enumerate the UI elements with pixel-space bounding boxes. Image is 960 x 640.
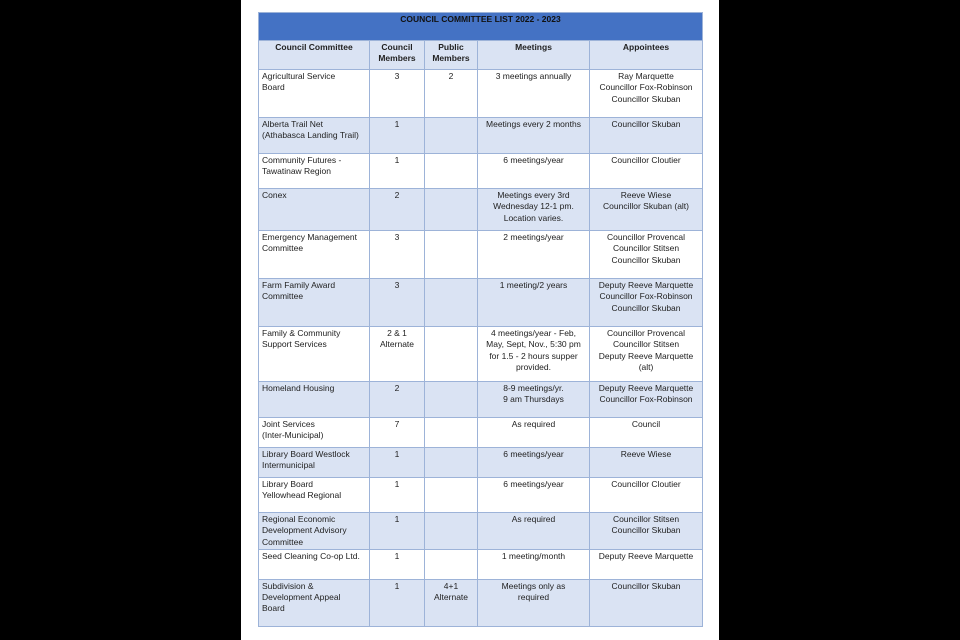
cell-line: 8-9 meetings/yr.	[503, 383, 564, 393]
council-members-cell	[370, 513, 425, 550]
cell-line: Conex	[262, 190, 287, 200]
meetings-cell	[478, 579, 590, 626]
meetings-cell	[478, 513, 590, 550]
committee-name-cell	[259, 448, 370, 478]
cell-line: As required	[511, 514, 556, 524]
public-members-cell	[425, 70, 478, 118]
cell-line: Meetings every 3rd	[497, 190, 570, 200]
committee-name-cell	[259, 327, 370, 382]
cell-line: Councillor Fox-Robinson	[599, 394, 693, 405]
cell-line: Councillor Skuban	[611, 525, 681, 536]
public-members-cell	[425, 418, 478, 448]
cell-line: Councillor Skuban (alt)	[603, 201, 689, 212]
table-row	[259, 478, 703, 513]
table-row	[259, 327, 703, 382]
public-members-cell	[425, 327, 478, 382]
cell-line: Reeve Wiese	[620, 449, 672, 459]
cell-line: Alberta Trail Net	[262, 119, 323, 129]
meetings-cell	[478, 382, 590, 418]
document-page	[241, 0, 719, 640]
cell-line: Committee	[262, 536, 304, 547]
council-members-cell	[370, 189, 425, 231]
cell-line: Joint Services	[262, 419, 315, 429]
cell-line: Councillor Skuban	[611, 580, 681, 591]
cell-line: Family & Community	[262, 328, 341, 338]
meetings-cell	[478, 118, 590, 154]
cell-line: 9 am Thursdays	[503, 394, 564, 405]
cell-line: Councillor Skuban	[611, 302, 681, 313]
public-members-cell	[425, 579, 478, 626]
cell-line: Intermunicipal	[262, 460, 315, 471]
cell-line: Board	[262, 603, 285, 614]
cell-line: 1 meeting/2 years	[499, 280, 568, 290]
cell-line: Subdivision &	[262, 580, 314, 591]
meetings-cell	[478, 279, 590, 327]
cell-line: Location varies.	[503, 212, 564, 223]
meetings-cell	[478, 327, 590, 382]
header-meetings: Meetings	[478, 41, 590, 70]
table-title: COUNCIL COMMITTEE LIST 2022 - 2023	[259, 13, 703, 41]
cell-line: Meetings only as	[501, 580, 566, 591]
cell-line: Library Board	[262, 479, 314, 489]
public-members-cell	[425, 154, 478, 189]
appointees-cell	[590, 154, 703, 189]
cell-line: Seed Cleaning Co-op Ltd.	[262, 550, 360, 561]
public-members-cell	[425, 448, 478, 478]
cell-line: 2 & 1	[387, 328, 407, 338]
cell-line: 1 meeting/month	[501, 550, 566, 561]
cell-line: Deputy Reeve Marquette	[598, 550, 694, 561]
council-members-cell	[370, 70, 425, 118]
cell-line: 3 meetings annually	[495, 71, 572, 81]
cell-line: Agricultural Service	[262, 71, 336, 81]
appointees-cell	[590, 189, 703, 231]
cell-line: 1	[394, 550, 400, 561]
council-members-cell	[370, 154, 425, 189]
table-header-row	[259, 41, 703, 70]
cell-line: Councillor Provencal	[607, 232, 685, 242]
public-members-cell	[425, 189, 478, 231]
cell-line: Councillor Cloutier	[611, 479, 681, 489]
appointees-cell	[590, 418, 703, 448]
council-members-cell	[370, 279, 425, 327]
committee-name-cell	[259, 70, 370, 118]
cell-line: required	[517, 592, 550, 603]
meetings-cell	[478, 418, 590, 448]
cell-line: Committee	[262, 243, 304, 254]
cell-line: 3	[394, 280, 400, 290]
cell-line: (Inter-Municipal)	[262, 430, 324, 441]
table-row	[259, 549, 703, 579]
cell-line: Councillor Stitsen	[612, 514, 680, 524]
public-members-cell	[425, 279, 478, 327]
cell-line: Councillor Stitsen	[612, 339, 680, 350]
public-members-cell	[425, 549, 478, 579]
cell-line: 1	[394, 449, 400, 459]
council-members-cell	[370, 382, 425, 418]
cell-line: Councillor Skuban	[611, 93, 681, 104]
committee-table	[258, 12, 703, 627]
appointees-cell	[590, 231, 703, 279]
table-row	[259, 154, 703, 189]
meetings-cell	[478, 549, 590, 579]
cell-line: 1	[394, 514, 400, 524]
council-members-cell	[370, 448, 425, 478]
council-members-cell	[370, 118, 425, 154]
appointees-cell	[590, 70, 703, 118]
cell-line: 2 meetings/year	[503, 232, 564, 242]
committee-name-cell	[259, 279, 370, 327]
committee-name-cell	[259, 418, 370, 448]
table-row	[259, 118, 703, 154]
cell-line: Farm Family Award	[262, 280, 336, 290]
cell-line: 3	[394, 232, 400, 242]
cell-line: Wednesday 12-1 pm.	[493, 201, 574, 212]
committee-name-cell	[259, 513, 370, 550]
cell-line: 3	[394, 71, 400, 81]
cell-line: 6 meetings/year	[503, 155, 564, 165]
cell-line: Homeland Housing	[262, 383, 335, 393]
committee-name-cell	[259, 231, 370, 279]
council-members-cell	[370, 418, 425, 448]
appointees-cell	[590, 513, 703, 550]
appointees-cell	[590, 327, 703, 382]
appointees-cell	[590, 279, 703, 327]
appointees-cell	[590, 448, 703, 478]
header-council-members: Council Members	[370, 41, 425, 70]
cell-line: Emergency Management	[262, 232, 357, 242]
table-row	[259, 70, 703, 118]
cell-line: Development Appeal	[262, 592, 341, 603]
cell-line: 6 meetings/year	[503, 479, 564, 489]
cell-line: May, Sept, Nov., 5:30 pm	[486, 339, 581, 350]
cell-line: Council	[631, 419, 661, 429]
table-row	[259, 189, 703, 231]
cell-line: Reeve Wiese	[620, 190, 672, 200]
cell-line: (alt)	[638, 361, 654, 372]
header-committee: Council Committee	[259, 41, 370, 70]
public-members-cell	[425, 478, 478, 513]
cell-line: Deputy Reeve Marquette	[598, 280, 694, 290]
cell-line: Councillor Fox-Robinson	[599, 82, 693, 93]
cell-line: Ray Marquette	[618, 71, 674, 81]
table-body	[259, 70, 703, 627]
public-members-cell	[425, 513, 478, 550]
cell-line: Board	[262, 82, 285, 93]
appointees-cell	[590, 579, 703, 626]
table-row	[259, 231, 703, 279]
cell-line: Alternate	[379, 339, 415, 350]
cell-line: Councillor Provencal	[607, 328, 685, 338]
cell-line: 1	[394, 580, 400, 591]
cell-line: 1	[394, 119, 400, 129]
cell-line: 4 meetings/year - Feb,	[490, 328, 577, 338]
table-row	[259, 279, 703, 327]
cell-line: Support Services	[262, 339, 327, 350]
cell-line: Councillor Fox-Robinson	[599, 291, 693, 302]
cell-line: 2	[448, 71, 454, 81]
table-row	[259, 513, 703, 550]
appointees-cell	[590, 549, 703, 579]
table-row	[259, 579, 703, 626]
cell-line: 4+1	[443, 580, 459, 591]
header-appointees: Appointees	[590, 41, 703, 70]
committee-name-cell	[259, 382, 370, 418]
committee-name-cell	[259, 118, 370, 154]
cell-line: As required	[511, 419, 556, 429]
table-title-row	[259, 13, 703, 41]
appointees-cell	[590, 118, 703, 154]
appointees-cell	[590, 478, 703, 513]
meetings-cell	[478, 189, 590, 231]
public-members-cell	[425, 382, 478, 418]
header-public-members: Public Members	[425, 41, 478, 70]
table-row	[259, 448, 703, 478]
cell-line: Councillor Cloutier	[611, 155, 681, 165]
cell-line: 7	[394, 419, 400, 429]
table-row	[259, 382, 703, 418]
cell-line: Councillor Skuban	[611, 119, 681, 129]
meetings-cell	[478, 448, 590, 478]
public-members-cell	[425, 231, 478, 279]
meetings-cell	[478, 478, 590, 513]
appointees-cell	[590, 382, 703, 418]
council-members-cell	[370, 579, 425, 626]
meetings-cell	[478, 154, 590, 189]
committee-name-cell	[259, 189, 370, 231]
cell-line: Meetings every 2 months	[486, 119, 581, 129]
cell-line: Regional Economic	[262, 514, 336, 524]
cell-line: Development Advisory	[262, 525, 347, 536]
meetings-cell	[478, 70, 590, 118]
cell-line: 1	[394, 155, 400, 165]
cell-line: 1	[394, 479, 400, 489]
cell-line: Deputy Reeve Marquette	[598, 350, 694, 361]
committee-name-cell	[259, 478, 370, 513]
committee-name-cell	[259, 549, 370, 579]
cell-line: Councillor Skuban	[611, 254, 681, 265]
cell-line: Library Board Westlock	[262, 449, 350, 459]
cell-line: 2	[394, 383, 400, 393]
cell-line: for 1.5 - 2 hours supper	[489, 350, 578, 361]
committee-name-cell	[259, 154, 370, 189]
council-members-cell	[370, 549, 425, 579]
public-members-cell	[425, 118, 478, 154]
cell-line: (Athabasca Landing Trail)	[262, 130, 359, 141]
cell-line: Alternate	[433, 592, 469, 603]
council-members-cell	[370, 327, 425, 382]
cell-line: provided.	[516, 361, 551, 372]
council-members-cell	[370, 231, 425, 279]
table-row	[259, 418, 703, 448]
cell-line: Deputy Reeve Marquette	[598, 383, 694, 393]
cell-line: Councillor Stitsen	[612, 243, 680, 254]
council-members-cell	[370, 478, 425, 513]
cell-line: Community Futures -	[262, 155, 342, 165]
meetings-cell	[478, 231, 590, 279]
committee-name-cell	[259, 579, 370, 626]
cell-line: 2	[394, 190, 400, 200]
cell-line: Tawatinaw Region	[262, 166, 331, 177]
cell-line: 6 meetings/year	[503, 449, 564, 459]
cell-line: Yellowhead Regional	[262, 490, 342, 501]
cell-line: Committee	[262, 291, 304, 302]
